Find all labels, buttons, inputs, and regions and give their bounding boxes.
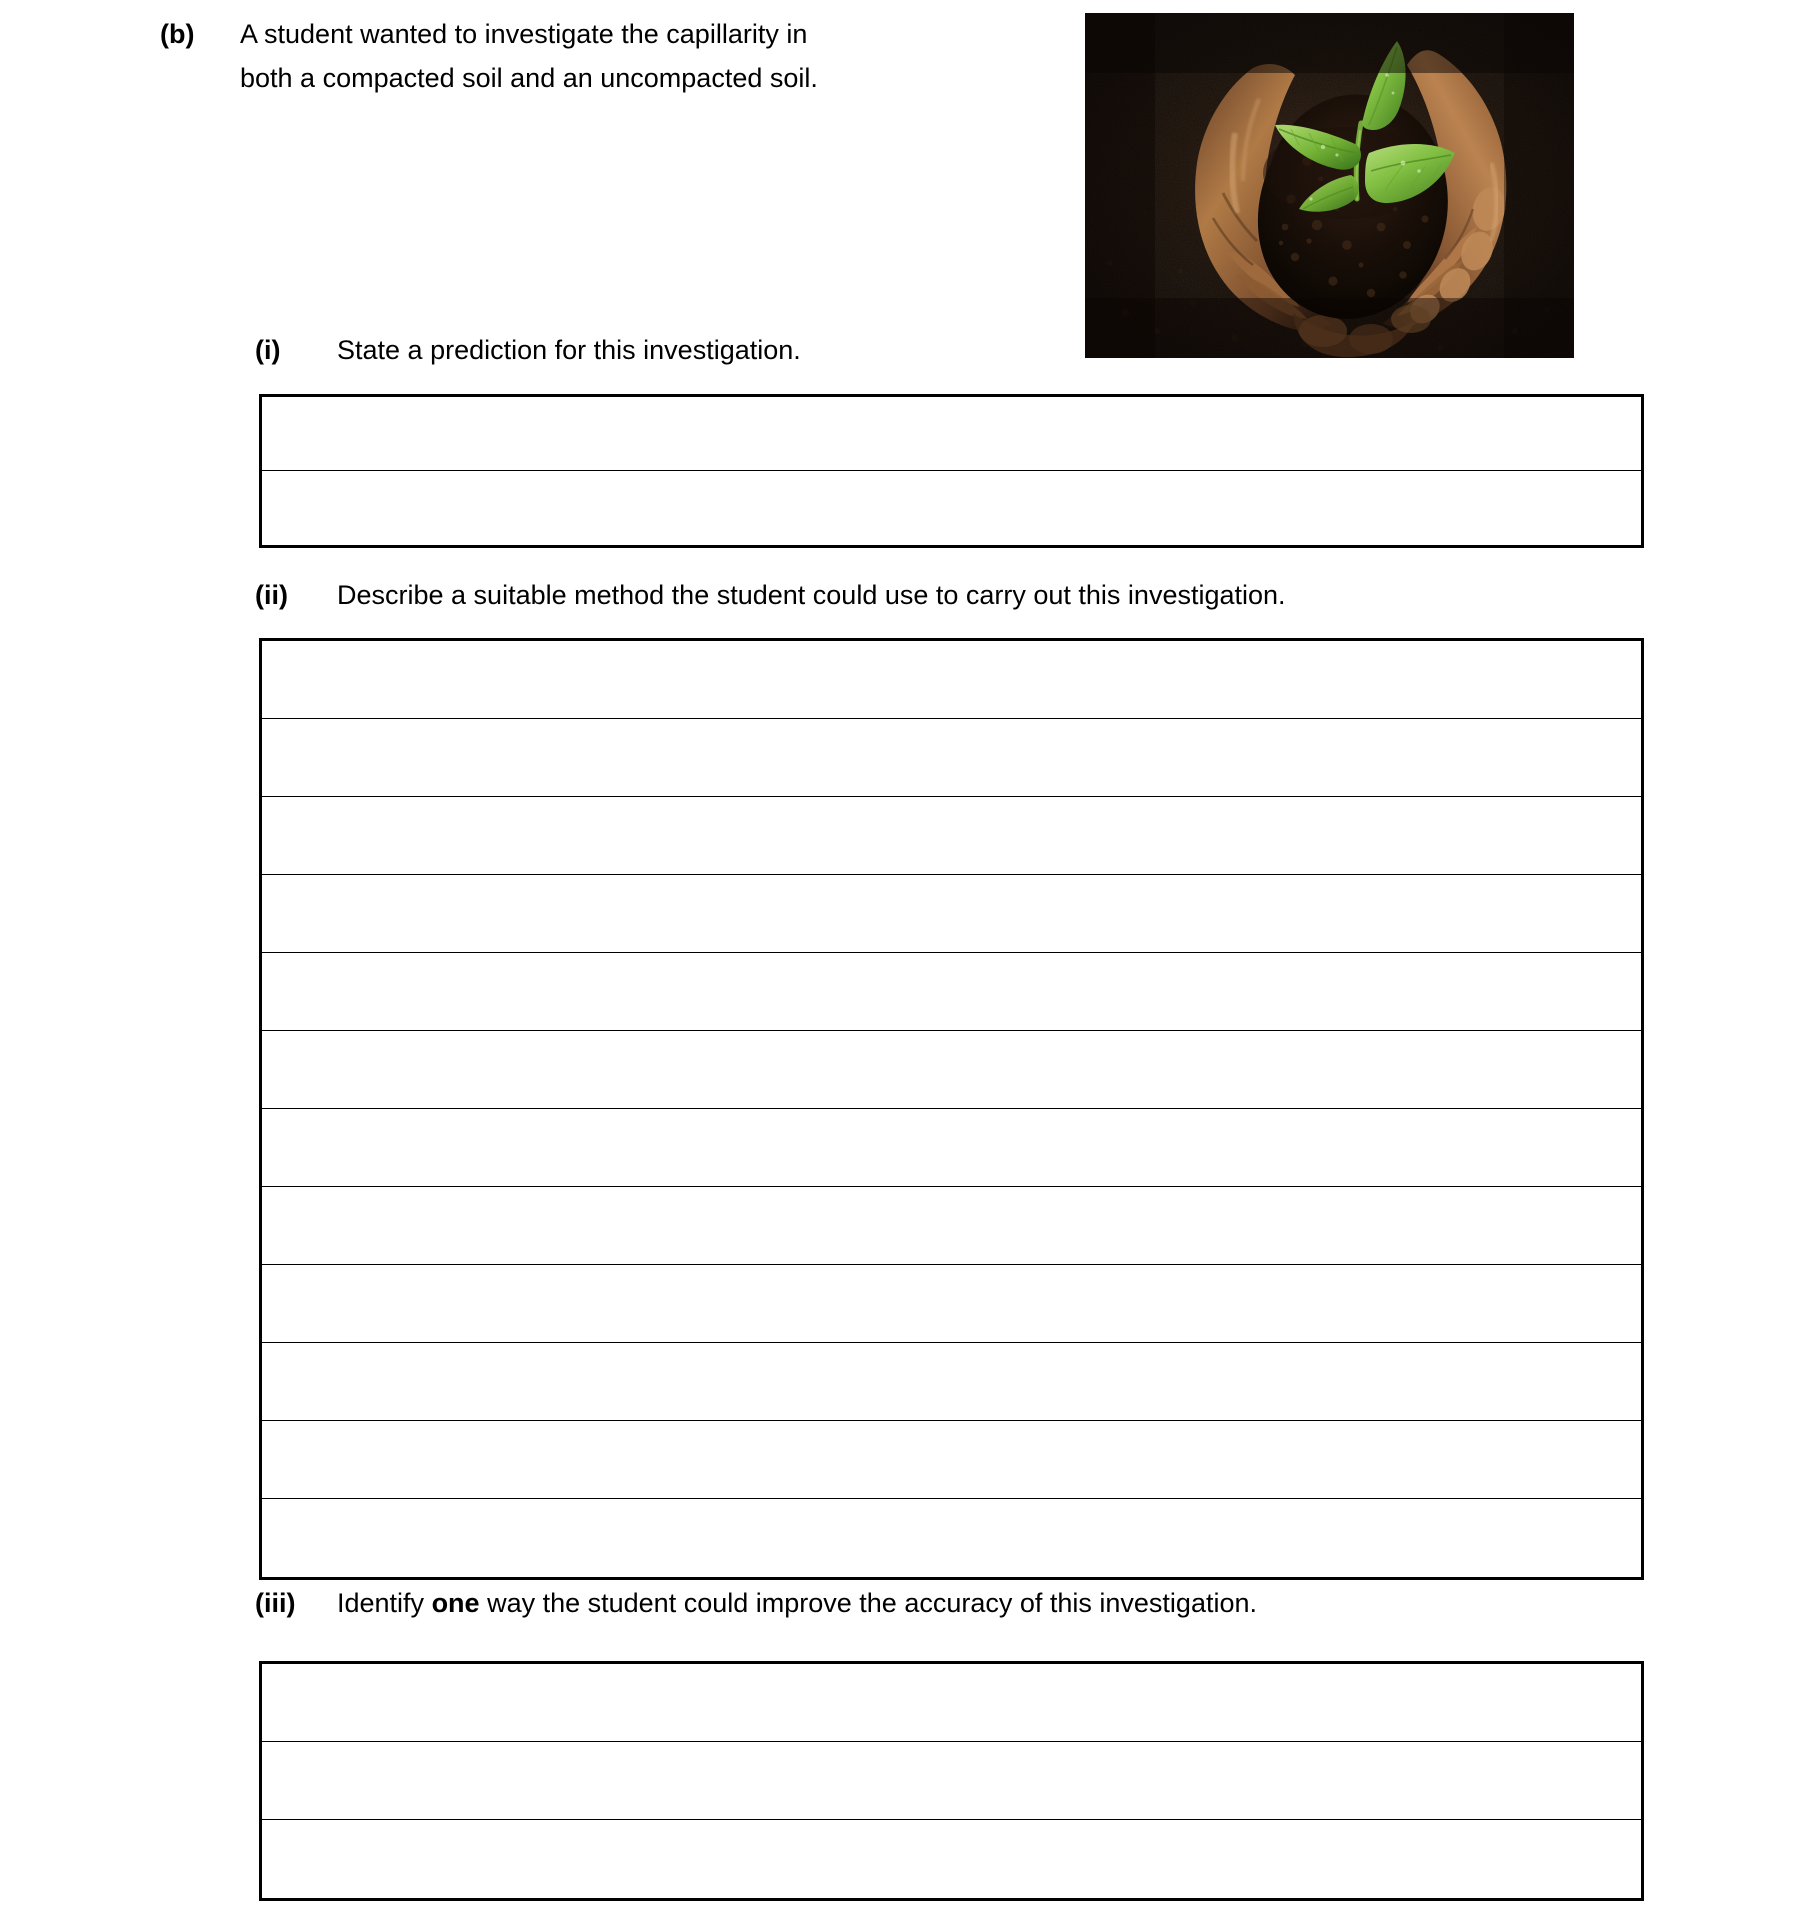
subquestion-i-number: (i) [255, 335, 281, 365]
answer-lines-i[interactable] [259, 394, 1644, 548]
subquestion-iii-text-part-2: way the student could improve the accuracy of this investigation. [479, 1588, 1257, 1618]
subquestion-iii-text-part-1: Identify [337, 1588, 432, 1618]
answer-line[interactable] [262, 1031, 1641, 1109]
subquestion-i-text-part-1: State a prediction for this investigation. [337, 335, 801, 365]
answer-line[interactable] [262, 1343, 1641, 1421]
answer-line[interactable] [262, 641, 1641, 719]
answer-line[interactable] [262, 1820, 1641, 1898]
subquestion-iii-number: (iii) [255, 1588, 296, 1618]
answer-line[interactable] [262, 471, 1641, 545]
answer-lines-iii[interactable] [259, 1661, 1644, 1901]
answer-line[interactable] [262, 1265, 1641, 1343]
subquestion-iii-text-bold: one [431, 1588, 480, 1618]
answer-line[interactable] [262, 875, 1641, 953]
subquestion-iii-text [337, 1583, 1555, 1623]
subquestion-ii-number: (ii) [255, 580, 288, 610]
answer-line[interactable] [262, 397, 1641, 471]
answer-line[interactable] [262, 1499, 1641, 1577]
answer-line[interactable] [262, 719, 1641, 797]
question-stem-text [240, 12, 1060, 100]
question-stem-row [160, 12, 1060, 100]
answer-line[interactable] [262, 1187, 1641, 1265]
answer-line[interactable] [262, 797, 1641, 875]
answer-line[interactable] [262, 1742, 1641, 1820]
question-stem-line-1: A student wanted to investigate the capillarity in [240, 19, 808, 49]
answer-line[interactable] [262, 1421, 1641, 1499]
question-stem [160, 12, 1060, 100]
subquestion-ii-text [337, 575, 1555, 615]
hands-holding-soil-seedling-photo [1085, 13, 1574, 358]
subquestion-ii-heading [255, 575, 1555, 615]
answer-lines-ii[interactable] [259, 638, 1644, 1580]
subquestion-ii-text-part-1: Describe a suitable method the student could use to carry out this investigation. [337, 580, 1286, 610]
subquestion-i-heading [255, 330, 1255, 370]
answer-line[interactable] [262, 1109, 1641, 1187]
subquestion-iii-heading [255, 1583, 1555, 1623]
question-part-label: (b) [160, 19, 195, 49]
subquestion-i-text [337, 330, 1255, 370]
soil-seedling-illustration [1085, 13, 1574, 358]
question-stem-line-2: both a compacted soil and an uncompacted soil. [240, 63, 818, 93]
answer-line[interactable] [262, 1664, 1641, 1742]
answer-line[interactable] [262, 953, 1641, 1031]
